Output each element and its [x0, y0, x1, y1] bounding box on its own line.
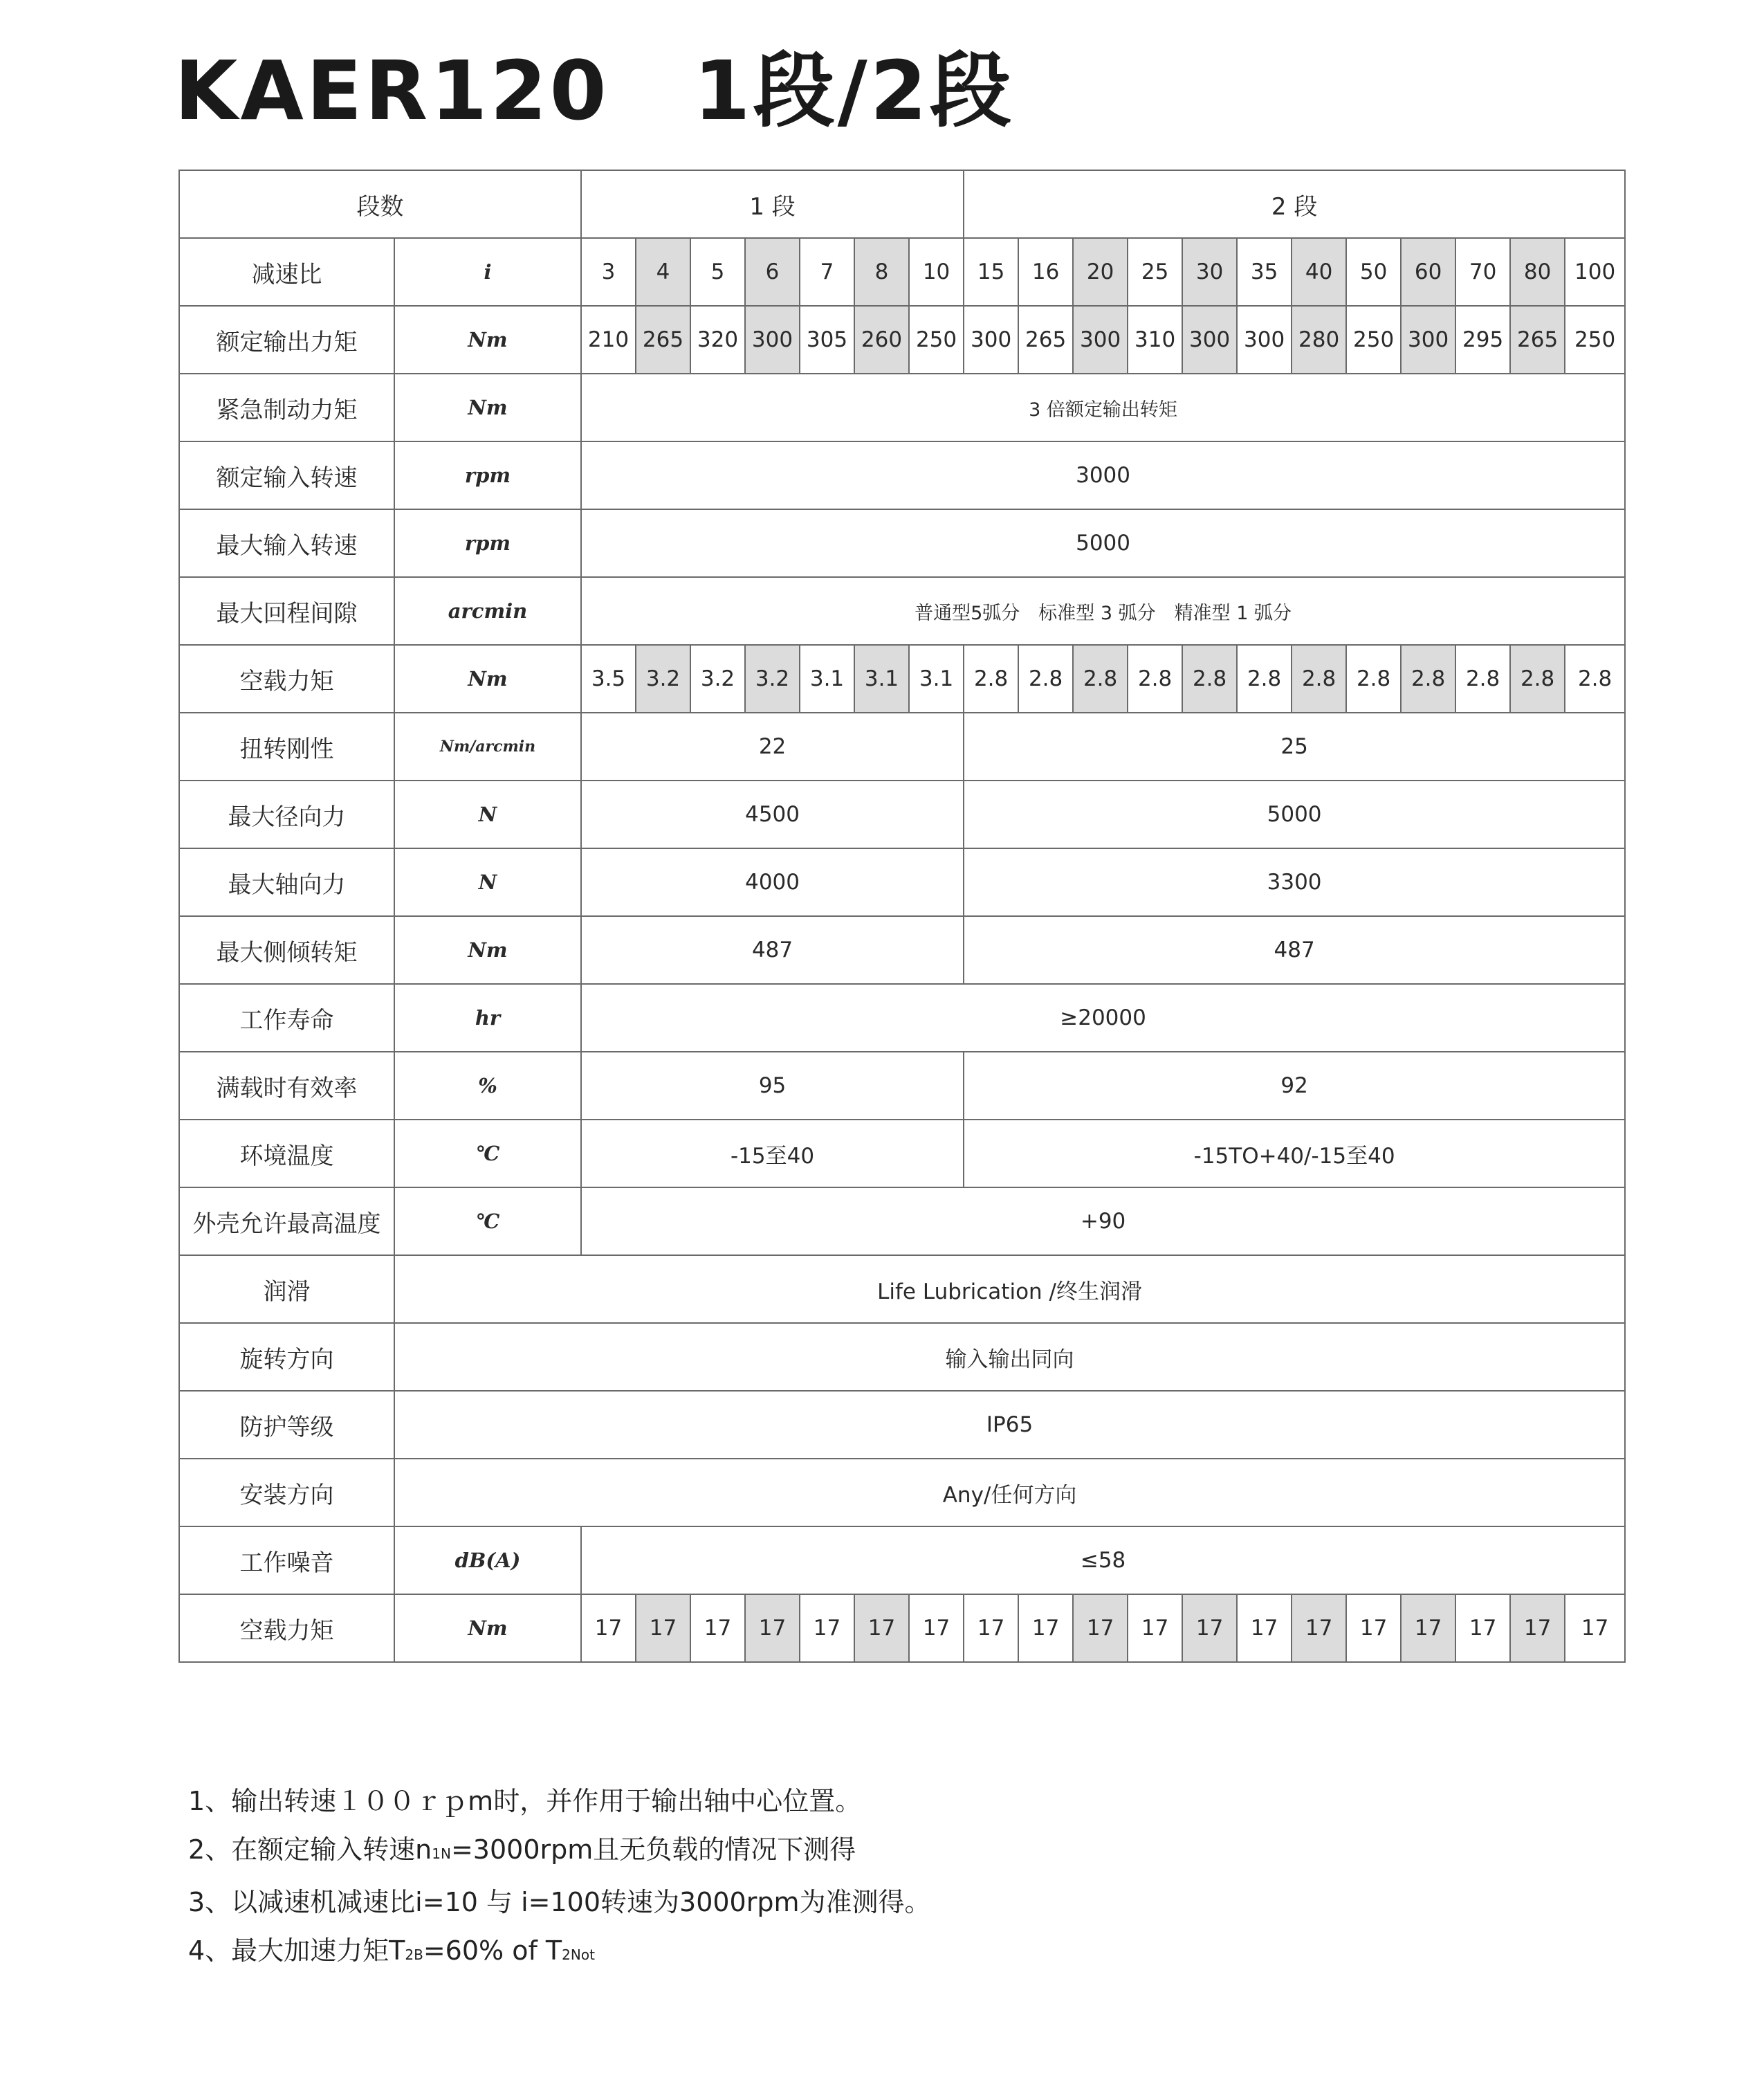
row-label: 紧急制动力矩 — [179, 374, 394, 441]
header-row — [179, 170, 1625, 238]
ratio-cell: 2.8 — [1401, 645, 1455, 713]
ratio-cell: 50 — [1346, 238, 1401, 306]
row-value: Life Lubrication /终生润滑 — [394, 1255, 1625, 1323]
row-value: 输入输出同向 — [394, 1323, 1625, 1391]
ratio-cell: 10 — [909, 238, 964, 306]
ratio-cell: 300 — [1401, 306, 1455, 374]
row-rotation-direction — [179, 1323, 1625, 1391]
stage1-value: 22 — [581, 713, 964, 781]
ratio-cell: 280 — [1292, 306, 1346, 374]
ratio-cell: 17 — [1292, 1594, 1346, 1662]
row-rated-torque — [179, 306, 1625, 374]
ratio-cell: 2.8 — [1565, 645, 1625, 713]
row-label: 额定输入转速 — [179, 441, 394, 509]
ratio-cell: 17 — [1401, 1594, 1455, 1662]
row-label: 防护等级 — [179, 1391, 394, 1459]
row-torsional-rigidity — [179, 713, 1625, 781]
row-value: ≤58 — [581, 1526, 1625, 1594]
footnote-4: 4、最大加速力矩T2B=60% of T2Not — [188, 1935, 595, 1966]
row-max-input-speed — [179, 509, 1625, 577]
row-label: 空载力矩 — [179, 645, 394, 713]
footnote-3: 3、以减速机减速比i=10 与 i=100转速为3000rpm为准测得。 — [188, 1887, 931, 1917]
row-unit: dB(A) — [394, 1526, 581, 1594]
ratio-cell: 250 — [909, 306, 964, 374]
row-unit: rpm — [394, 441, 581, 509]
footnotes — [188, 1777, 930, 1979]
ratio-cell: 2.8 — [964, 645, 1018, 713]
ratio-cell: 2.8 — [1346, 645, 1401, 713]
stage1-value: 487 — [581, 916, 964, 984]
ratio-cell: 2.8 — [1510, 645, 1565, 713]
ratio-cell: 265 — [1510, 306, 1565, 374]
row-unit: ℃ — [394, 1187, 581, 1255]
row-label: 最大回程间隙 — [179, 577, 394, 645]
ratio-cell: 17 — [854, 1594, 909, 1662]
ratio-cell: 305 — [800, 306, 854, 374]
ratio-cell: 40 — [1292, 238, 1346, 306]
ratio-cell: 17 — [636, 1594, 690, 1662]
row-mounting-direction — [179, 1459, 1625, 1526]
ratio-cell: 3.2 — [690, 645, 745, 713]
row-max-backlash — [179, 577, 1625, 645]
ratio-cell: 6 — [745, 238, 800, 306]
row-ratio — [179, 238, 1625, 306]
row-label: 满载时有效率 — [179, 1052, 394, 1120]
row-value: IP65 — [394, 1391, 1625, 1459]
ratio-cell: 300 — [1237, 306, 1292, 374]
row-service-life — [179, 984, 1625, 1052]
ratio-cell: 265 — [1018, 306, 1073, 374]
row-unit: % — [394, 1052, 581, 1120]
ratio-cell: 300 — [1182, 306, 1237, 374]
ratio-cell: 17 — [1455, 1594, 1510, 1662]
stage1-header: 1 段 — [581, 170, 964, 238]
ratio-cell: 3.1 — [854, 645, 909, 713]
ratio-cell: 210 — [581, 306, 636, 374]
row-value: ≥20000 — [581, 984, 1625, 1052]
ratio-cell: 35 — [1237, 238, 1292, 306]
row-unit: Nm/arcmin — [394, 713, 581, 781]
ratio-cell: 17 — [1018, 1594, 1073, 1662]
ratio-cell: 17 — [909, 1594, 964, 1662]
ratio-cell: 20 — [1073, 238, 1128, 306]
ratio-cell: 17 — [1346, 1594, 1401, 1662]
stage2-value: 487 — [964, 916, 1625, 984]
row-label: 环境温度 — [179, 1120, 394, 1187]
ratio-cell: 250 — [1565, 306, 1625, 374]
ratio-cell: 3.5 — [581, 645, 636, 713]
row-unit: arcmin — [394, 577, 581, 645]
row-value: +90 — [581, 1187, 1625, 1255]
ratio-cell: 2.8 — [1018, 645, 1073, 713]
ratio-cell: 25 — [1128, 238, 1182, 306]
ratio-cell: 2.8 — [1455, 645, 1510, 713]
ratio-cell: 250 — [1346, 306, 1401, 374]
row-label: 安装方向 — [179, 1459, 394, 1526]
row-label: 工作寿命 — [179, 984, 394, 1052]
row-unit: Nm — [394, 306, 581, 374]
ratio-cell: 320 — [690, 306, 745, 374]
stage2-value: 5000 — [964, 781, 1625, 848]
ratio-cell: 2.8 — [1182, 645, 1237, 713]
row-max-tilting-torque — [179, 916, 1625, 984]
row-rated-input-speed — [179, 441, 1625, 509]
ratio-cell: 70 — [1455, 238, 1510, 306]
ratio-cell: 3 — [581, 238, 636, 306]
row-unit: ℃ — [394, 1120, 581, 1187]
row-efficiency — [179, 1052, 1625, 1120]
row-unit: i — [394, 238, 581, 306]
row-label: 最大侧倾转矩 — [179, 916, 394, 984]
row-unit: Nm — [394, 645, 581, 713]
stage2-value: 3300 — [964, 848, 1625, 916]
ratio-cell: 300 — [745, 306, 800, 374]
ratio-cell: 17 — [800, 1594, 854, 1662]
row-label: 减速比 — [179, 238, 394, 306]
row-value: 3000 — [581, 441, 1625, 509]
row-label: 润滑 — [179, 1255, 394, 1323]
ratio-cell: 17 — [1182, 1594, 1237, 1662]
stage2-value: 25 — [964, 713, 1625, 781]
row-unit: Nm — [394, 1594, 581, 1662]
row-unit: N — [394, 848, 581, 916]
ratio-cell: 60 — [1401, 238, 1455, 306]
ratio-cell: 300 — [1073, 306, 1128, 374]
ratio-cell: 17 — [581, 1594, 636, 1662]
page-title: KAER120 1段/2段 — [174, 43, 1014, 138]
row-noise — [179, 1526, 1625, 1594]
row-label: 额定输出力矩 — [179, 306, 394, 374]
row-unit: N — [394, 781, 581, 848]
ratio-cell: 310 — [1128, 306, 1182, 374]
row-no-load-torque — [179, 645, 1625, 713]
row-max-axial-force — [179, 848, 1625, 916]
footnote-1: 1、输出转速１００ｒｐm时，并作用于输出轴中心位置。 — [188, 1786, 862, 1816]
ratio-cell: 7 — [800, 238, 854, 306]
stage1-value: 95 — [581, 1052, 964, 1120]
ratio-cell: 17 — [1128, 1594, 1182, 1662]
ratio-cell: 3.1 — [800, 645, 854, 713]
row-label: 空载力矩 — [179, 1594, 394, 1662]
row-value: Any/任何方向 — [394, 1459, 1625, 1526]
stage-count-label: 段数 — [179, 170, 581, 238]
ratio-cell: 15 — [964, 238, 1018, 306]
ratio-cell: 4 — [636, 238, 690, 306]
ratio-cell: 8 — [854, 238, 909, 306]
spec-table — [178, 170, 1626, 1663]
ratio-cell: 300 — [964, 306, 1018, 374]
ratio-cell: 17 — [690, 1594, 745, 1662]
row-unit: rpm — [394, 509, 581, 577]
row-label: 旋转方向 — [179, 1323, 394, 1391]
ratio-cell: 17 — [1237, 1594, 1292, 1662]
row-label: 最大径向力 — [179, 781, 394, 848]
row-no-load-torque-2 — [179, 1594, 1625, 1662]
row-value: 5000 — [581, 509, 1625, 577]
row-ambient-temp — [179, 1120, 1625, 1187]
ratio-cell: 80 — [1510, 238, 1565, 306]
stage1-value: 4000 — [581, 848, 964, 916]
row-max-radial-force — [179, 781, 1625, 848]
ratio-cell: 2.8 — [1292, 645, 1346, 713]
stage1-value: -15至40 — [581, 1120, 964, 1187]
ratio-cell: 2.8 — [1073, 645, 1128, 713]
row-max-housing-temp — [179, 1187, 1625, 1255]
ratio-cell: 2.8 — [1237, 645, 1292, 713]
ratio-cell: 17 — [964, 1594, 1018, 1662]
ratio-cell: 5 — [690, 238, 745, 306]
row-unit: Nm — [394, 916, 581, 984]
row-value: 3 倍额定输出转矩 — [581, 374, 1625, 441]
row-label: 最大输入转速 — [179, 509, 394, 577]
ratio-cell: 265 — [636, 306, 690, 374]
row-lubrication — [179, 1255, 1625, 1323]
ratio-cell: 30 — [1182, 238, 1237, 306]
ratio-cell: 260 — [854, 306, 909, 374]
row-unit: Nm — [394, 374, 581, 441]
stage2-value: -15TO+40/-15至40 — [964, 1120, 1625, 1187]
ratio-cell: 295 — [1455, 306, 1510, 374]
ratio-cell: 3.2 — [636, 645, 690, 713]
stage2-value: 92 — [964, 1052, 1625, 1120]
ratio-cell: 17 — [745, 1594, 800, 1662]
row-unit: hr — [394, 984, 581, 1052]
ratio-cell: 16 — [1018, 238, 1073, 306]
ratio-cell: 3.1 — [909, 645, 964, 713]
row-value: 普通型5弧分 标准型 3 弧分 精准型 1 弧分 — [581, 577, 1625, 645]
ratio-cell: 100 — [1565, 238, 1625, 306]
row-emergency-torque — [179, 374, 1625, 441]
row-label: 工作噪音 — [179, 1526, 394, 1594]
row-label: 扭转刚性 — [179, 713, 394, 781]
ratio-cell: 17 — [1510, 1594, 1565, 1662]
ratio-cell: 17 — [1073, 1594, 1128, 1662]
stage1-value: 4500 — [581, 781, 964, 848]
ratio-cell: 2.8 — [1128, 645, 1182, 713]
row-protection-class — [179, 1391, 1625, 1459]
footnote-2: 2、在额定输入转速n1N=3000rpm且无负载的情况下测得 — [188, 1834, 856, 1865]
row-label: 外壳允许最高温度 — [179, 1187, 394, 1255]
ratio-cell: 17 — [1565, 1594, 1625, 1662]
ratio-cell: 3.2 — [745, 645, 800, 713]
stage2-header: 2 段 — [964, 170, 1625, 238]
row-label: 最大轴向力 — [179, 848, 394, 916]
